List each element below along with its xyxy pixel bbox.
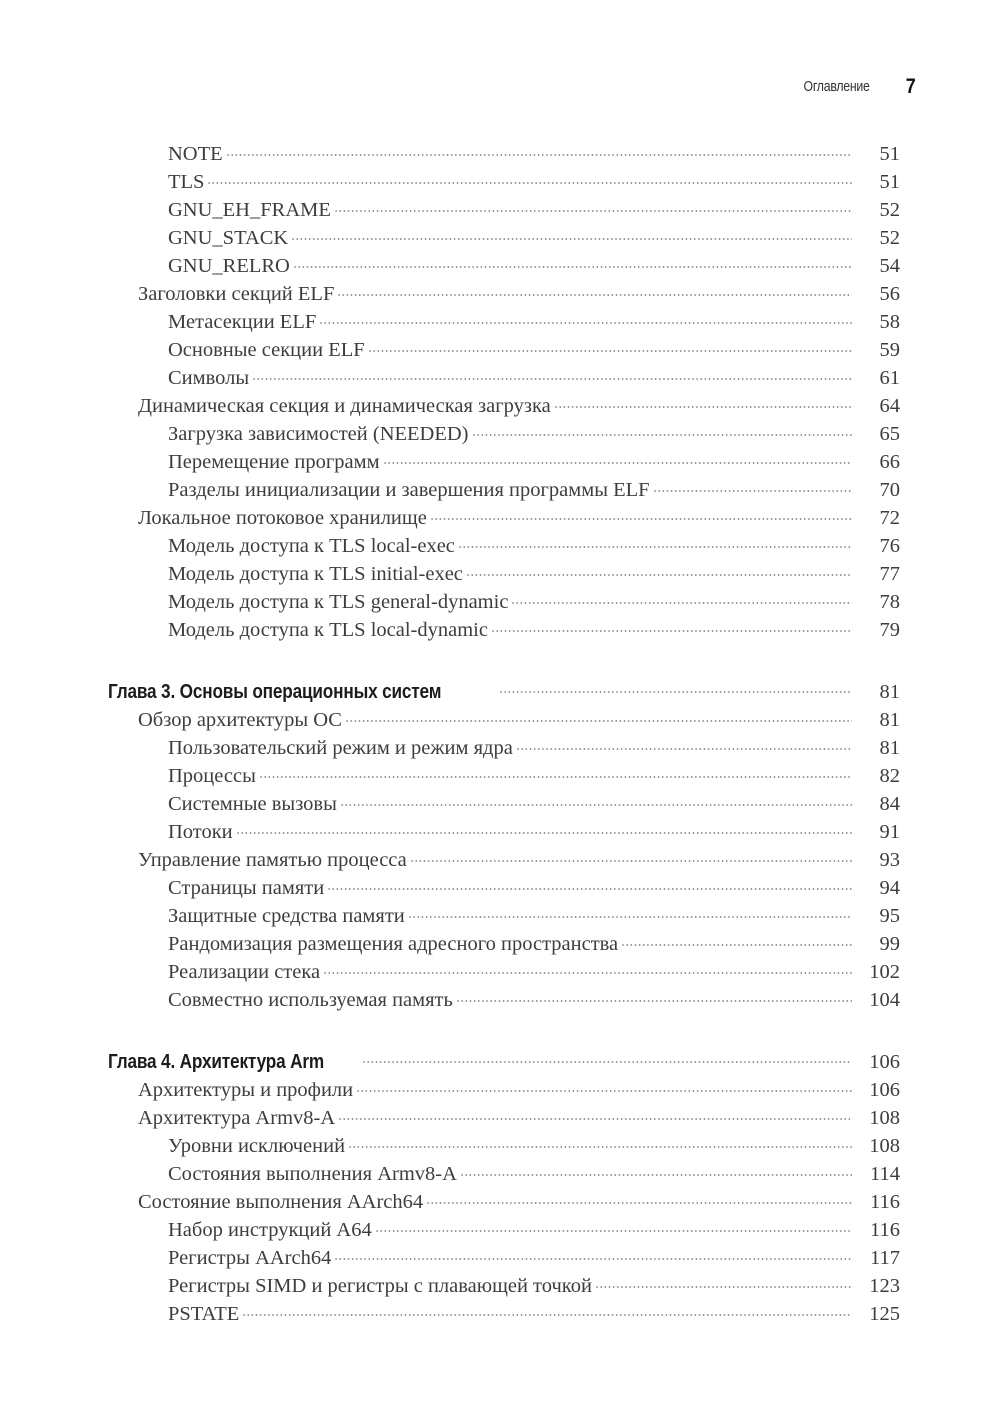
page-header-title: Оглавление xyxy=(803,78,870,95)
toc-entry-page-number: 91 xyxy=(879,821,900,843)
toc-dot-leader xyxy=(252,364,852,384)
toc-entry-row[interactable] xyxy=(0,140,1000,168)
toc-entry-row[interactable] xyxy=(0,1216,1000,1244)
toc-entry-label: Локальное потоковое хранилище xyxy=(138,507,427,529)
toc-entry-row[interactable] xyxy=(0,252,1000,280)
toc-entry-page-number: 79 xyxy=(879,619,900,641)
toc-dot-leader xyxy=(426,1188,852,1208)
toc-entry-page-number: 52 xyxy=(879,227,900,249)
toc-entry-label: Модель доступа к TLS initial-exec xyxy=(168,563,463,585)
toc-entry-page-number: 117 xyxy=(870,1247,900,1269)
toc-entry-label: Модель доступа к TLS local-dynamic xyxy=(168,619,488,641)
toc-entry-page-number: 64 xyxy=(879,395,900,417)
toc-entry-row[interactable] xyxy=(0,1188,1000,1216)
toc-dot-leader xyxy=(621,930,852,950)
toc-dot-leader xyxy=(334,1244,852,1264)
toc-entry-page-number: 84 xyxy=(879,793,900,815)
toc-entry-page-number: 106 xyxy=(869,1051,900,1073)
toc-entry-label: Процессы xyxy=(168,765,256,787)
toc-entry-page-number: 59 xyxy=(879,339,900,361)
toc-entry-row[interactable] xyxy=(0,588,1000,616)
toc-dot-leader xyxy=(430,504,852,524)
toc-entry-row[interactable] xyxy=(0,1300,1000,1328)
toc-dot-leader xyxy=(207,168,852,188)
toc-dot-leader xyxy=(516,734,852,754)
toc-dot-leader xyxy=(511,588,852,608)
toc-dot-leader xyxy=(460,1160,852,1180)
toc-dot-leader xyxy=(466,560,852,580)
running-header xyxy=(0,75,1000,108)
toc-dot-leader xyxy=(291,224,852,244)
toc-dot-leader xyxy=(348,1132,852,1152)
toc-dot-leader xyxy=(554,392,852,412)
toc-entry-row[interactable] xyxy=(0,762,1000,790)
toc-dot-leader xyxy=(327,874,852,894)
toc-dot-leader xyxy=(340,790,852,810)
toc-entry-page-number: 106 xyxy=(869,1079,900,1101)
toc-entry-row[interactable] xyxy=(0,336,1000,364)
toc-entry-row[interactable] xyxy=(0,734,1000,762)
toc-dot-leader xyxy=(334,196,852,216)
toc-entry-label: Перемещение программ xyxy=(168,451,380,473)
toc-entry-row[interactable] xyxy=(0,280,1000,308)
toc-entry-page-number: 125 xyxy=(869,1303,900,1325)
toc-dot-leader xyxy=(410,846,852,866)
toc-entry-page-number: 58 xyxy=(879,311,900,333)
toc-entry-row[interactable] xyxy=(0,818,1000,846)
toc-entry-row[interactable] xyxy=(0,1132,1000,1160)
toc-dot-leader xyxy=(368,336,852,356)
toc-entry-page-number: 52 xyxy=(879,199,900,221)
toc-entry-label: Обзор архитектуры ОС xyxy=(138,709,342,731)
toc-dot-leader xyxy=(653,476,852,496)
toc-entry-label: Страницы памяти xyxy=(168,877,325,899)
toc-dot-leader xyxy=(226,140,852,160)
toc-dot-leader xyxy=(338,1104,852,1124)
toc-entry-label: GNU_RELRO xyxy=(168,255,290,277)
toc-dot-leader xyxy=(319,308,852,328)
page-header-number: 7 xyxy=(906,75,916,98)
toc-entry-page-number: 99 xyxy=(879,933,900,955)
toc-entry-label: Модель доступа к TLS general-dynamic xyxy=(168,591,509,613)
toc-entry-page-number: 93 xyxy=(879,849,900,871)
toc-entry-label: Динамическая секция и динамическая загрузка xyxy=(138,395,551,417)
toc-entry-row[interactable] xyxy=(0,308,1000,336)
toc-entry-page-number: 114 xyxy=(870,1163,900,1185)
toc-entry-label: Архитектуры и профили xyxy=(138,1079,354,1101)
toc-entry-page-number: 51 xyxy=(879,171,900,193)
toc-entry-row[interactable] xyxy=(0,986,1000,1014)
toc-entry-label: GNU_STACK xyxy=(168,227,289,249)
toc-dot-leader xyxy=(236,818,852,838)
toc-entry-label: Пользовательский режим и режим ядра xyxy=(168,737,513,759)
toc-entry-label: Заголовки секций ELF xyxy=(138,283,335,305)
toc-entry-page-number: 81 xyxy=(879,681,900,703)
toc-entry-label: TLS xyxy=(168,171,205,193)
toc-entry-row[interactable] xyxy=(0,790,1000,818)
toc-chapter-row[interactable] xyxy=(0,676,1000,706)
toc-entry-page-number: 77 xyxy=(879,563,900,585)
toc-entry-page-number: 116 xyxy=(870,1191,900,1213)
toc-entry-label: Регистры SIMD и регистры с плавающей точкой xyxy=(168,1275,592,1297)
toc-entry-label: Состояния выполнения Armv8-A xyxy=(168,1163,457,1185)
toc-entry-label-text: Глава 4. Архитектура Arm xyxy=(108,1051,324,1073)
toc-entry-label: Состояние выполнения AArch64 xyxy=(138,1191,424,1213)
toc-entry-row[interactable] xyxy=(0,616,1000,644)
toc-entry-page-number: 70 xyxy=(879,479,900,501)
toc-entry-row[interactable] xyxy=(0,224,1000,252)
toc-entry-row[interactable] xyxy=(0,448,1000,476)
table-of-contents xyxy=(0,140,1000,1328)
toc-dot-leader xyxy=(293,252,852,272)
toc-entry-label: PSTATE xyxy=(168,1303,240,1325)
toc-dot-leader xyxy=(337,280,852,300)
toc-entry-label: Метасекции ELF xyxy=(168,311,317,333)
toc-dot-leader xyxy=(259,762,852,782)
toc-entry-label: Набор инструкций A64 xyxy=(168,1219,372,1241)
toc-entry-page-number: 54 xyxy=(879,255,900,277)
toc-entry-label: Реализации стека xyxy=(168,961,321,983)
toc-entry-label-text: Глава 3. Основы операционных систем xyxy=(108,681,442,703)
toc-entry-row[interactable] xyxy=(0,846,1000,874)
toc-entry-label: Модель доступа к TLS local-exec xyxy=(168,535,455,557)
toc-entry-page-number: 65 xyxy=(879,423,900,445)
toc-entry-row[interactable] xyxy=(0,1104,1000,1132)
toc-entry-label: Символы xyxy=(168,367,250,389)
toc-entry-label xyxy=(0,677,496,707)
toc-entry-row[interactable] xyxy=(0,196,1000,224)
toc-entry-page-number: 108 xyxy=(869,1135,900,1157)
toc-entry-row[interactable] xyxy=(0,902,1000,930)
toc-entry-row[interactable] xyxy=(0,392,1000,420)
toc-entry-row[interactable] xyxy=(0,1076,1000,1104)
toc-dot-leader xyxy=(491,616,852,636)
toc-entry-page-number: 116 xyxy=(870,1219,900,1241)
toc-entry-row[interactable] xyxy=(0,532,1000,560)
toc-entry-page-number: 81 xyxy=(879,737,900,759)
toc-dot-leader xyxy=(499,676,852,698)
toc-entry-label: Совместно используемая память xyxy=(168,989,453,1011)
toc-dot-leader xyxy=(323,958,852,978)
toc-entry-label: Архитектура Armv8-A xyxy=(138,1107,336,1129)
toc-entry-page-number: 102 xyxy=(869,961,900,983)
toc-entry-label: Защитные средства памяти xyxy=(168,905,405,927)
toc-entry-page-number: 78 xyxy=(879,591,900,613)
toc-entry-label: Системные вызовы xyxy=(168,793,337,815)
toc-entry-page-number: 56 xyxy=(879,283,900,305)
toc-entry-label: Разделы инициализации и завершения программы ELF xyxy=(168,479,650,501)
toc-entry-label: Уровни исключений xyxy=(168,1135,346,1157)
toc-dot-leader xyxy=(362,1046,852,1068)
toc-entry-row[interactable] xyxy=(0,874,1000,902)
toc-entry-label: GNU_EH_FRAME xyxy=(168,199,331,221)
toc-dot-leader xyxy=(408,902,852,922)
toc-entry-row[interactable] xyxy=(0,560,1000,588)
toc-entry-row[interactable] xyxy=(0,930,1000,958)
toc-entry-row[interactable] xyxy=(0,364,1000,392)
toc-entry-page-number: 51 xyxy=(879,143,900,165)
toc-entry-label: Регистры AArch64 xyxy=(168,1247,332,1269)
toc-entry-page-number: 61 xyxy=(879,367,900,389)
toc-entry-page-number: 76 xyxy=(879,535,900,557)
toc-entry-page-number: 104 xyxy=(869,989,900,1011)
toc-entry-page-number: 94 xyxy=(879,877,900,899)
toc-dot-leader xyxy=(345,706,852,726)
toc-entry-row[interactable] xyxy=(0,1272,1000,1300)
toc-dot-leader xyxy=(375,1216,852,1236)
toc-dot-leader xyxy=(383,448,852,468)
toc-dot-leader xyxy=(242,1300,852,1320)
toc-entry-page-number: 108 xyxy=(869,1107,900,1129)
toc-dot-leader xyxy=(456,986,852,1006)
toc-entry-label: Загрузка зависимостей (NEEDED) xyxy=(168,423,469,445)
toc-entry-page-number: 95 xyxy=(879,905,900,927)
toc-entry-page-number: 72 xyxy=(879,507,900,529)
toc-entry-label: Рандомизация размещения адресного пространства xyxy=(168,933,619,955)
toc-dot-leader xyxy=(458,532,852,552)
toc-dot-leader xyxy=(356,1076,852,1096)
toc-entry-label: Потоки xyxy=(168,821,233,843)
toc-entry-row[interactable] xyxy=(0,1244,1000,1272)
toc-entry-page-number: 123 xyxy=(869,1275,900,1297)
toc-entry-row[interactable] xyxy=(0,504,1000,532)
toc-entry-row[interactable] xyxy=(0,168,1000,196)
toc-entry-row[interactable] xyxy=(0,476,1000,504)
toc-entry-label: Управление памятью процесса xyxy=(138,849,407,871)
toc-entry-row[interactable] xyxy=(0,1160,1000,1188)
toc-dot-leader xyxy=(472,420,852,440)
toc-chapter-row[interactable] xyxy=(0,1046,1000,1076)
toc-entry-label: Основные секции ELF xyxy=(168,339,365,361)
toc-entry-row[interactable] xyxy=(0,420,1000,448)
toc-entry-page-number: 66 xyxy=(879,451,900,473)
toc-entry-label: NOTE xyxy=(168,143,223,165)
toc-entry-page-number: 82 xyxy=(879,765,900,787)
toc-entry-page-number: 81 xyxy=(879,709,900,731)
toc-dot-leader xyxy=(595,1272,852,1292)
toc-entry-row[interactable] xyxy=(0,706,1000,734)
toc-entry-row[interactable] xyxy=(0,958,1000,986)
toc-entry-label xyxy=(0,1047,359,1077)
